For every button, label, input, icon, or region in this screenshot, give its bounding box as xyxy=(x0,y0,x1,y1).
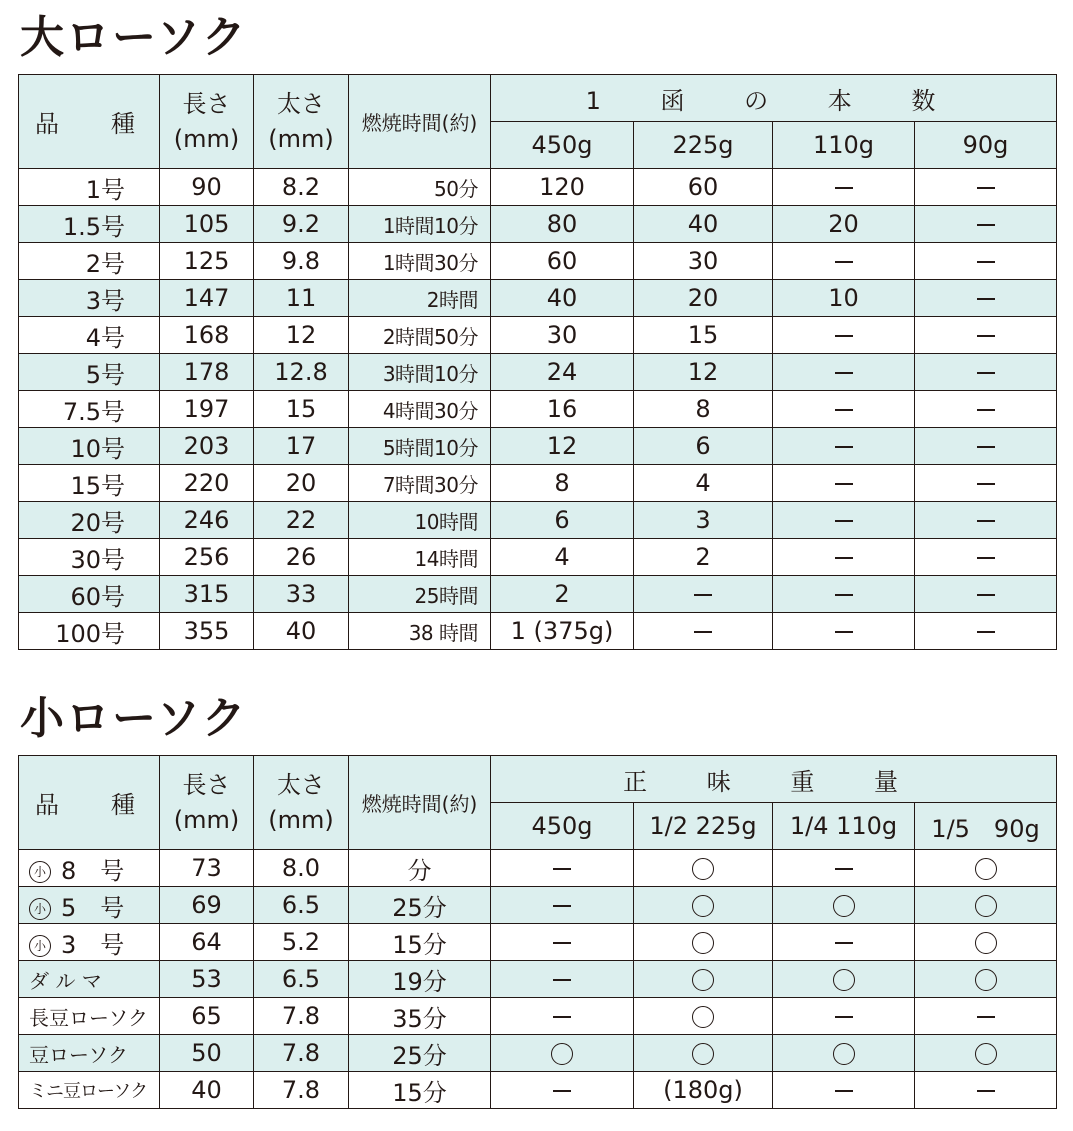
cell-burn-time: 19分 xyxy=(349,961,491,998)
cell-name xyxy=(19,924,160,961)
dash-mark xyxy=(977,261,995,263)
cell-450g xyxy=(491,1035,634,1072)
cell-burn-time: 25分 xyxy=(349,887,491,924)
cell-90g xyxy=(915,391,1057,428)
cell-width: 17 xyxy=(254,428,349,465)
cell-450g: 8 xyxy=(491,465,634,502)
cell-width: 22 xyxy=(254,502,349,539)
cell-90g xyxy=(915,354,1057,391)
circle-mark-icon xyxy=(975,932,997,954)
dash-mark xyxy=(835,409,853,411)
cell-burn-time: 1時間10分 xyxy=(349,206,491,243)
cell-450g: 4 xyxy=(491,539,634,576)
cell-burn-time: 15分 xyxy=(349,1072,491,1109)
circle-mark-icon xyxy=(692,895,714,917)
cell-width: 40 xyxy=(254,613,349,650)
cell-110g xyxy=(773,887,915,924)
header-length-unit: (mm) xyxy=(173,124,240,153)
cell-burn-time: 25時間 xyxy=(349,576,491,613)
cell-name-text: ミニ豆ローソク xyxy=(29,1081,148,1102)
cell-length: 315 xyxy=(160,576,254,613)
cell-burn-time: 25分 xyxy=(349,1035,491,1072)
cell-length: 220 xyxy=(160,465,254,502)
header-width-label: 太さ xyxy=(277,770,325,799)
cell-225g: 15 xyxy=(634,317,773,354)
table-row xyxy=(19,961,1057,998)
dash-mark xyxy=(553,1090,571,1092)
circle-mark-icon xyxy=(975,1043,997,1065)
cell-450g xyxy=(491,887,634,924)
cell-name-text: 長豆ローソク xyxy=(29,1005,148,1030)
dash-mark xyxy=(694,594,712,596)
dash-mark xyxy=(553,942,571,944)
cell-name xyxy=(19,961,160,998)
cell-90g xyxy=(915,317,1057,354)
cell-110g xyxy=(773,850,915,887)
table-row xyxy=(19,887,1057,924)
cell-90g xyxy=(915,206,1057,243)
cell-burn-time: 3時間10分 xyxy=(349,354,491,391)
table-row xyxy=(19,924,1057,961)
cell-length: 178 xyxy=(160,354,254,391)
cell-length: 147 xyxy=(160,280,254,317)
cell-90g xyxy=(915,576,1057,613)
cell-name: 1.5号 xyxy=(19,206,160,243)
cell-90g xyxy=(915,924,1057,961)
cell-90g xyxy=(915,243,1057,280)
cell-110g xyxy=(773,1035,915,1072)
cell-burn-time: 2時間50分 xyxy=(349,317,491,354)
circle-mark-icon xyxy=(551,1043,573,1065)
cell-110g xyxy=(773,576,915,613)
header-name: 品 種 xyxy=(19,756,160,850)
dash-mark xyxy=(977,1016,995,1018)
cell-110g xyxy=(773,961,915,998)
cell-name: 2号 xyxy=(19,243,160,280)
dash-mark xyxy=(835,335,853,337)
header-net-weight: 正 味 重 量 xyxy=(491,756,1057,803)
cell-length: 40 xyxy=(160,1072,254,1109)
cell-90g xyxy=(915,1035,1057,1072)
cell-90g xyxy=(915,502,1057,539)
cell-110g: 20 xyxy=(773,206,915,243)
cell-225g xyxy=(634,887,773,924)
cell-width: 8.0 xyxy=(254,850,349,887)
dash-mark xyxy=(977,520,995,522)
table-row xyxy=(19,465,1057,502)
dash-mark xyxy=(977,1090,995,1092)
cell-length: 65 xyxy=(160,998,254,1035)
table-row xyxy=(19,502,1057,539)
cell-width: 12.8 xyxy=(254,354,349,391)
cell-length: 53 xyxy=(160,961,254,998)
cell-length: 197 xyxy=(160,391,254,428)
dash-mark xyxy=(835,520,853,522)
dash-mark xyxy=(835,187,853,189)
dash-mark xyxy=(553,979,571,981)
dash-mark xyxy=(835,1016,853,1018)
header-110g: 110g xyxy=(773,122,915,169)
cell-width: 11 xyxy=(254,280,349,317)
table-row xyxy=(19,206,1057,243)
dash-mark xyxy=(835,557,853,559)
table-row xyxy=(19,1072,1057,1109)
circle-mark-icon xyxy=(692,1006,714,1028)
header-burn-time: 燃焼時間(約) xyxy=(349,75,491,169)
table-row xyxy=(19,280,1057,317)
header-90g: 90g xyxy=(915,122,1057,169)
cell-225g xyxy=(634,998,773,1035)
cell-width: 33 xyxy=(254,576,349,613)
cell-burn-time: 5時間10分 xyxy=(349,428,491,465)
cell-length: 69 xyxy=(160,887,254,924)
dash-mark xyxy=(977,224,995,226)
header-225g: 225g xyxy=(634,122,773,169)
dash-mark xyxy=(977,409,995,411)
cell-225g: (180g) xyxy=(634,1072,773,1109)
cell-225g: 3 xyxy=(634,502,773,539)
circle-mark-icon xyxy=(833,969,855,991)
cell-225g: 8 xyxy=(634,391,773,428)
cell-90g xyxy=(915,887,1057,924)
table-row xyxy=(19,354,1057,391)
dash-mark xyxy=(835,1090,853,1092)
cell-name: 20号 xyxy=(19,502,160,539)
cell-90g xyxy=(915,961,1057,998)
header-length xyxy=(160,756,254,850)
cell-450g: 60 xyxy=(491,243,634,280)
dash-mark xyxy=(977,483,995,485)
circle-mark-icon xyxy=(975,895,997,917)
cell-90g xyxy=(915,465,1057,502)
cell-225g xyxy=(634,576,773,613)
cell-450g xyxy=(491,961,634,998)
cell-110g xyxy=(773,317,915,354)
cell-110g xyxy=(773,465,915,502)
dash-mark xyxy=(977,335,995,337)
cell-burn-time: 2時間 xyxy=(349,280,491,317)
cell-225g: 6 xyxy=(634,428,773,465)
cell-burn-time: 分 xyxy=(349,850,491,887)
cell-name xyxy=(19,1072,160,1109)
cell-width: 9.8 xyxy=(254,243,349,280)
table-row xyxy=(19,850,1057,887)
circle-mark-icon xyxy=(975,969,997,991)
cell-name-text: 8 号 xyxy=(61,856,125,885)
cell-450g xyxy=(491,998,634,1035)
circle-mark-icon xyxy=(692,858,714,880)
cell-450g: 16 xyxy=(491,391,634,428)
cell-width: 7.8 xyxy=(254,1072,349,1109)
cell-name-text: ダ ル マ xyxy=(29,968,102,993)
dash-mark xyxy=(553,1016,571,1018)
table-row xyxy=(19,243,1057,280)
header-burn-time: 燃焼時間(約) xyxy=(349,756,491,850)
small-mark-icon: 小 xyxy=(29,935,51,957)
cell-90g xyxy=(915,850,1057,887)
cell-width: 7.8 xyxy=(254,998,349,1035)
cell-length: 105 xyxy=(160,206,254,243)
cell-225g xyxy=(634,1035,773,1072)
header-name: 品 種 xyxy=(19,75,160,169)
cell-name: 30号 xyxy=(19,539,160,576)
dash-mark xyxy=(835,631,853,633)
dash-mark xyxy=(977,594,995,596)
cell-name: 100号 xyxy=(19,613,160,650)
cell-length: 256 xyxy=(160,539,254,576)
cell-450g: 24 xyxy=(491,354,634,391)
header-450g: 450g xyxy=(491,803,634,850)
cell-name: 3号 xyxy=(19,280,160,317)
small-mark-icon: 小 xyxy=(29,861,51,883)
header-width xyxy=(254,75,349,169)
dash-mark xyxy=(835,446,853,448)
cell-length: 50 xyxy=(160,1035,254,1072)
cell-225g: 40 xyxy=(634,206,773,243)
cell-name: 15号 xyxy=(19,465,160,502)
cell-width: 9.2 xyxy=(254,206,349,243)
cell-90g xyxy=(915,539,1057,576)
header-length xyxy=(160,75,254,169)
large-candle-title: 大ローソク xyxy=(20,12,248,63)
header-length-label: 長さ xyxy=(182,770,231,799)
dash-mark xyxy=(977,557,995,559)
cell-90g xyxy=(915,613,1057,650)
table-row xyxy=(19,613,1057,650)
cell-450g: 40 xyxy=(491,280,634,317)
cell-width: 12 xyxy=(254,317,349,354)
cell-450g: 80 xyxy=(491,206,634,243)
circle-mark-icon xyxy=(833,1043,855,1065)
cell-width: 8.2 xyxy=(254,169,349,206)
dash-mark xyxy=(977,187,995,189)
cell-90g xyxy=(915,428,1057,465)
dash-mark xyxy=(835,942,853,944)
cell-name-text: 5 号 xyxy=(61,893,125,922)
cell-length: 73 xyxy=(160,850,254,887)
cell-length: 168 xyxy=(160,317,254,354)
cell-name: 4号 xyxy=(19,317,160,354)
header-count-per-box: 1 函 の 本 数 xyxy=(491,75,1057,122)
header-length-label: 長さ xyxy=(182,89,231,118)
cell-width: 15 xyxy=(254,391,349,428)
cell-110g xyxy=(773,613,915,650)
circle-mark-icon xyxy=(692,932,714,954)
table-row xyxy=(19,391,1057,428)
cell-90g xyxy=(915,1072,1057,1109)
cell-225g xyxy=(634,850,773,887)
cell-450g: 1 (375g) xyxy=(491,613,634,650)
cell-90g xyxy=(915,998,1057,1035)
cell-110g xyxy=(773,539,915,576)
dash-mark xyxy=(835,868,853,870)
cell-450g: 120 xyxy=(491,169,634,206)
dash-mark xyxy=(835,594,853,596)
cell-110g xyxy=(773,243,915,280)
dash-mark xyxy=(835,261,853,263)
cell-burn-time: 50分 xyxy=(349,169,491,206)
cell-110g xyxy=(773,391,915,428)
header-90g: 1/5 90g xyxy=(915,803,1057,850)
cell-450g: 12 xyxy=(491,428,634,465)
cell-burn-time: 14時間 xyxy=(349,539,491,576)
cell-450g xyxy=(491,924,634,961)
cell-110g xyxy=(773,924,915,961)
cell-110g xyxy=(773,502,915,539)
header-450g: 450g xyxy=(491,122,634,169)
cell-450g xyxy=(491,850,634,887)
cell-450g: 30 xyxy=(491,317,634,354)
circle-mark-icon xyxy=(833,895,855,917)
cell-burn-time: 38 時間 xyxy=(349,613,491,650)
cell-name: 10号 xyxy=(19,428,160,465)
small-candle-table xyxy=(18,755,1057,1109)
header-width xyxy=(254,756,349,850)
cell-90g xyxy=(915,280,1057,317)
cell-90g xyxy=(915,169,1057,206)
header-width-unit: (mm) xyxy=(268,805,334,834)
cell-225g: 2 xyxy=(634,539,773,576)
circle-mark-icon xyxy=(692,969,714,991)
cell-name xyxy=(19,998,160,1035)
dash-mark xyxy=(694,631,712,633)
dash-mark xyxy=(977,446,995,448)
cell-burn-time: 10時間 xyxy=(349,502,491,539)
cell-110g xyxy=(773,354,915,391)
cell-110g xyxy=(773,428,915,465)
dash-mark xyxy=(977,298,995,300)
cell-width: 7.8 xyxy=(254,1035,349,1072)
cell-name-text: 豆ローソク xyxy=(29,1042,128,1067)
cell-burn-time: 35分 xyxy=(349,998,491,1035)
cell-name: 60号 xyxy=(19,576,160,613)
table-row xyxy=(19,539,1057,576)
cell-name xyxy=(19,887,160,924)
cell-225g xyxy=(634,613,773,650)
cell-450g xyxy=(491,1072,634,1109)
table-row xyxy=(19,1035,1057,1072)
cell-length: 203 xyxy=(160,428,254,465)
circle-mark-icon xyxy=(975,858,997,880)
table-row xyxy=(19,317,1057,354)
header-width-unit: (mm) xyxy=(268,124,334,153)
dash-mark xyxy=(835,483,853,485)
small-mark-icon: 小 xyxy=(29,898,51,920)
cell-110g xyxy=(773,998,915,1035)
cell-length: 64 xyxy=(160,924,254,961)
cell-length: 355 xyxy=(160,613,254,650)
cell-225g: 4 xyxy=(634,465,773,502)
cell-name xyxy=(19,1035,160,1072)
cell-burn-time: 1時間30分 xyxy=(349,243,491,280)
cell-length: 125 xyxy=(160,243,254,280)
cell-name-text: 3 号 xyxy=(61,930,125,959)
cell-110g xyxy=(773,169,915,206)
cell-burn-time: 15分 xyxy=(349,924,491,961)
small-candle-title: 小ローソク xyxy=(20,693,248,744)
header-length-unit: (mm) xyxy=(173,805,240,834)
cell-225g: 12 xyxy=(634,354,773,391)
dash-mark xyxy=(553,905,571,907)
cell-name xyxy=(19,850,160,887)
cell-450g: 6 xyxy=(491,502,634,539)
dash-mark xyxy=(977,631,995,633)
cell-225g: 60 xyxy=(634,169,773,206)
cell-width: 5.2 xyxy=(254,924,349,961)
header-225g: 1/2 225g xyxy=(634,803,773,850)
cell-name: 1号 xyxy=(19,169,160,206)
cell-110g: 10 xyxy=(773,280,915,317)
cell-450g: 2 xyxy=(491,576,634,613)
cell-length: 90 xyxy=(160,169,254,206)
cell-name: 7.5号 xyxy=(19,391,160,428)
dash-mark xyxy=(553,868,571,870)
table-row xyxy=(19,576,1057,613)
cell-225g xyxy=(634,961,773,998)
cell-110g xyxy=(773,1072,915,1109)
cell-length: 246 xyxy=(160,502,254,539)
cell-225g: 30 xyxy=(634,243,773,280)
table-row xyxy=(19,169,1057,206)
table-row xyxy=(19,998,1057,1035)
dash-mark xyxy=(835,372,853,374)
cell-225g: 20 xyxy=(634,280,773,317)
large-candle-table xyxy=(18,74,1057,650)
header-110g: 1/4 110g xyxy=(773,803,915,850)
dash-mark xyxy=(977,372,995,374)
table-row xyxy=(19,428,1057,465)
cell-width: 6.5 xyxy=(254,961,349,998)
cell-width: 6.5 xyxy=(254,887,349,924)
cell-width: 26 xyxy=(254,539,349,576)
circle-mark-icon xyxy=(692,1043,714,1065)
cell-width: 20 xyxy=(254,465,349,502)
cell-name: 5号 xyxy=(19,354,160,391)
cell-burn-time: 4時間30分 xyxy=(349,391,491,428)
header-width-label: 太さ xyxy=(277,89,325,118)
cell-225g xyxy=(634,924,773,961)
cell-burn-time: 7時間30分 xyxy=(349,465,491,502)
